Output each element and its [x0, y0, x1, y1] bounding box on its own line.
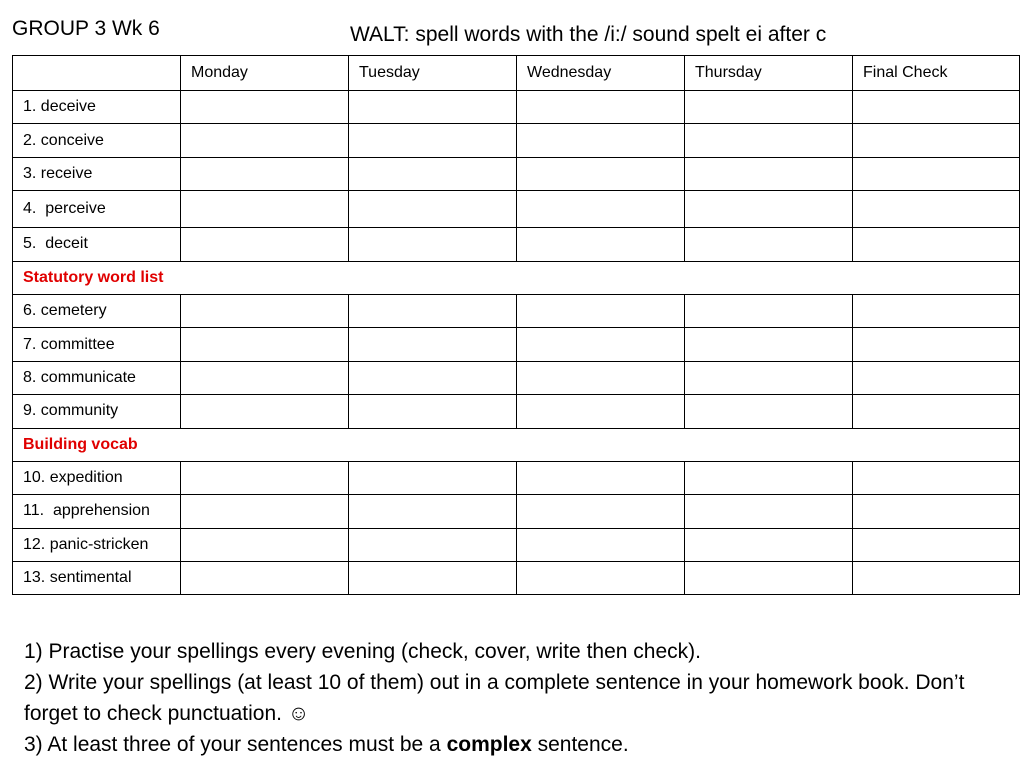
- table-row: [13, 91, 1020, 124]
- instruction-3-end: sentence.: [531, 733, 629, 756]
- practice-cell[interactable]: [517, 157, 685, 190]
- table-row: [13, 562, 1020, 595]
- practice-cell[interactable]: [349, 294, 517, 327]
- practice-cell[interactable]: [349, 228, 517, 261]
- practice-cell[interactable]: [349, 395, 517, 428]
- table-row: [13, 395, 1020, 428]
- practice-cell[interactable]: [181, 191, 349, 228]
- practice-cell[interactable]: [181, 395, 349, 428]
- table-row: [13, 361, 1020, 394]
- practice-cell[interactable]: [349, 495, 517, 528]
- table-row: [13, 124, 1020, 157]
- practice-cell[interactable]: [517, 562, 685, 595]
- walt-heading: WALT: spell words with the /i:/ sound spelt ei after c: [350, 23, 827, 46]
- header-monday: Monday: [181, 56, 349, 91]
- header-tuesday: Tuesday: [349, 56, 517, 91]
- practice-cell[interactable]: [853, 495, 1020, 528]
- practice-cell[interactable]: [853, 228, 1020, 261]
- practice-cell[interactable]: [517, 495, 685, 528]
- word-cell: 11. apprehension: [13, 495, 181, 528]
- word-cell: 3. receive: [13, 157, 181, 190]
- header-cell-blank: [13, 56, 181, 91]
- section-building-vocab: Building vocab: [13, 428, 1020, 461]
- table-row: [13, 495, 1020, 528]
- practice-cell[interactable]: [349, 328, 517, 361]
- practice-cell[interactable]: [853, 91, 1020, 124]
- practice-cell[interactable]: [853, 528, 1020, 561]
- practice-cell[interactable]: [685, 124, 853, 157]
- practice-cell[interactable]: [685, 294, 853, 327]
- practice-cell[interactable]: [685, 228, 853, 261]
- header-row: [13, 56, 1020, 91]
- practice-cell[interactable]: [181, 461, 349, 494]
- practice-cell[interactable]: [517, 528, 685, 561]
- instruction-3-text: 3) At least three of your sentences must be a: [24, 733, 447, 756]
- practice-cell[interactable]: [853, 124, 1020, 157]
- instruction-1: 1) Practise your spellings every evening (check, cover, write then check).: [24, 640, 701, 663]
- practice-cell[interactable]: [181, 328, 349, 361]
- word-cell: 2. conceive: [13, 124, 181, 157]
- word-cell: 8. communicate: [13, 361, 181, 394]
- practice-cell[interactable]: [181, 124, 349, 157]
- word-cell: 7. committee: [13, 328, 181, 361]
- table-row: [13, 228, 1020, 261]
- word-cell: 10. expedition: [13, 461, 181, 494]
- practice-cell[interactable]: [181, 528, 349, 561]
- practice-cell[interactable]: [517, 361, 685, 394]
- word-cell: 4. perceive: [13, 191, 181, 228]
- practice-cell[interactable]: [349, 124, 517, 157]
- section-statutory-word-list: Statutory word list: [13, 261, 1020, 294]
- practice-cell[interactable]: [181, 495, 349, 528]
- practice-cell[interactable]: [685, 157, 853, 190]
- practice-cell[interactable]: [685, 328, 853, 361]
- practice-cell[interactable]: [517, 124, 685, 157]
- practice-cell[interactable]: [349, 528, 517, 561]
- practice-cell[interactable]: [349, 361, 517, 394]
- header-wednesday: Wednesday: [517, 56, 685, 91]
- practice-cell[interactable]: [685, 562, 853, 595]
- practice-cell[interactable]: [517, 461, 685, 494]
- word-cell: 6. cemetery: [13, 294, 181, 327]
- practice-cell[interactable]: [517, 328, 685, 361]
- practice-cell[interactable]: [853, 361, 1020, 394]
- table-row: [13, 528, 1020, 561]
- practice-cell[interactable]: [853, 395, 1020, 428]
- practice-cell[interactable]: [685, 91, 853, 124]
- practice-cell[interactable]: [685, 191, 853, 228]
- instruction-3: [24, 729, 1014, 760]
- practice-cell[interactable]: [853, 461, 1020, 494]
- word-cell: 12. panic-stricken: [13, 528, 181, 561]
- practice-cell[interactable]: [685, 528, 853, 561]
- practice-cell[interactable]: [517, 191, 685, 228]
- practice-cell[interactable]: [853, 562, 1020, 595]
- group-title: GROUP 3 Wk 6: [12, 17, 160, 40]
- practice-cell[interactable]: [685, 361, 853, 394]
- practice-cell[interactable]: [853, 157, 1020, 190]
- practice-cell[interactable]: [349, 191, 517, 228]
- header-final-check: Final Check: [853, 56, 1020, 91]
- table-row: [13, 328, 1020, 361]
- practice-cell[interactable]: [685, 495, 853, 528]
- practice-cell[interactable]: [349, 562, 517, 595]
- practice-cell[interactable]: [181, 562, 349, 595]
- practice-cell[interactable]: [181, 228, 349, 261]
- word-cell: 9. community: [13, 395, 181, 428]
- practice-cell[interactable]: [181, 91, 349, 124]
- table-row: [13, 294, 1020, 327]
- practice-cell[interactable]: [349, 461, 517, 494]
- table-row: [13, 157, 1020, 190]
- table-row: [13, 191, 1020, 228]
- practice-cell[interactable]: [181, 157, 349, 190]
- practice-cell[interactable]: [685, 461, 853, 494]
- practice-cell[interactable]: [685, 395, 853, 428]
- practice-cell[interactable]: [517, 395, 685, 428]
- instructions: [24, 636, 1014, 760]
- table-row: [13, 461, 1020, 494]
- word-cell: 1. deceive: [13, 91, 181, 124]
- word-cell: 5. deceit: [13, 228, 181, 261]
- practice-cell[interactable]: [853, 294, 1020, 327]
- practice-cell[interactable]: [853, 191, 1020, 228]
- practice-cell[interactable]: [517, 91, 685, 124]
- instruction-2: 2) Write your spellings (at least 10 of them) out in a complete sentence in your homework book. Don’t forget to check punctuation. ☺: [24, 671, 965, 725]
- practice-cell[interactable]: [349, 157, 517, 190]
- practice-cell[interactable]: [517, 228, 685, 261]
- section-row: [13, 428, 1020, 461]
- section-row: [13, 261, 1020, 294]
- header-thursday: Thursday: [685, 56, 853, 91]
- practice-cell[interactable]: [181, 294, 349, 327]
- instruction-3-emphasis: complex: [446, 733, 532, 756]
- practice-cell[interactable]: [349, 91, 517, 124]
- practice-cell[interactable]: [181, 361, 349, 394]
- word-cell: 13. sentimental: [13, 562, 181, 595]
- spelling-table: [12, 55, 1020, 595]
- practice-cell[interactable]: [517, 294, 685, 327]
- practice-cell[interactable]: [853, 328, 1020, 361]
